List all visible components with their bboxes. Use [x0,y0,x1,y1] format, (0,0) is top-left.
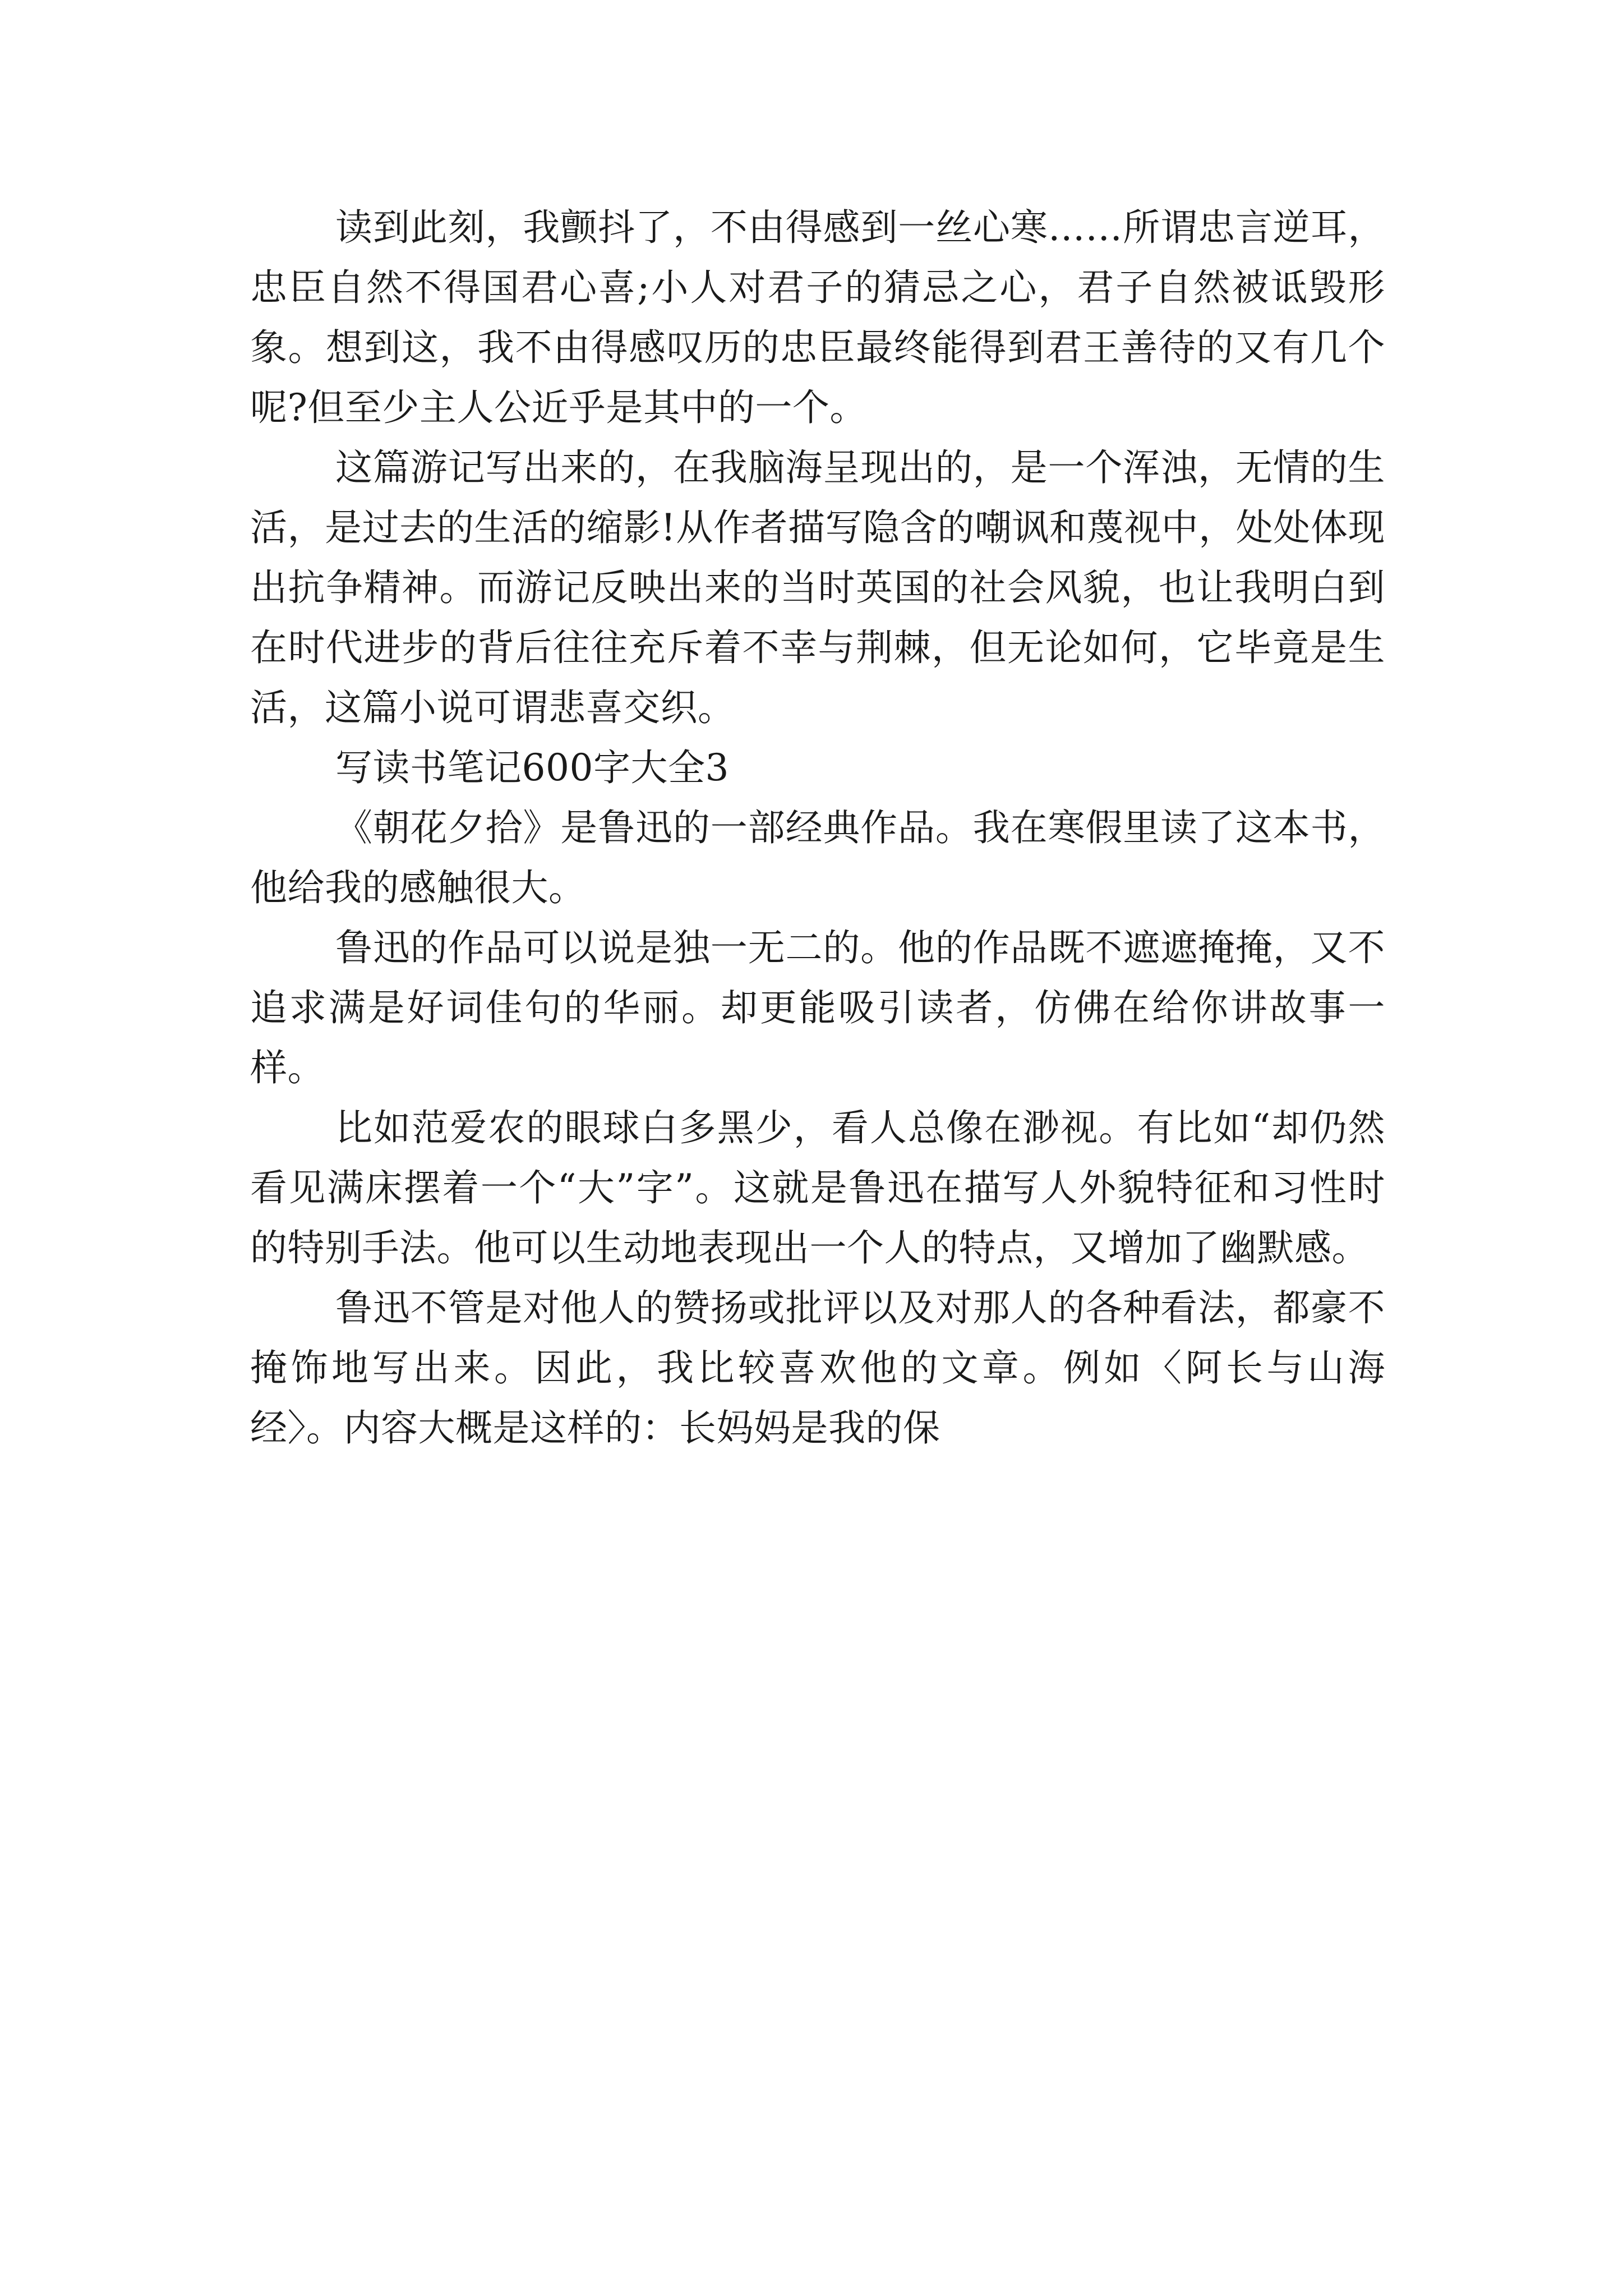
document-body [250,197,1385,1458]
paragraph-book-intro: 《朝花夕拾》是鲁迅的一部经典作品。我在寒假里读了这本书，他给我的感触很大。 [250,806,1385,909]
paragraph-reading-shiver: 读到此刻，我颤抖了，不由得感到一丝心寒……所谓忠言逆耳，忠臣自然不得国君心喜;小人对君子的猜忌之心，君子自然被诋毁形象。想到这，我不由得感叹历的忠臣最终能得到君王善待的又有几个呢?但至少主人公近乎是其中的一个。 [250,206,1385,429]
paragraph-example-description: 比如范爱农的眼球白多黑少，看人总像在渺视。有比如“却仍然看见满床摆着一个“大”字”。这就是鲁迅在描写人外貌特征和习性时的特别手法。他可以生动地表现出一个人的特点，又增加了幽默感。 [250,1106,1385,1269]
section-heading: 写读书笔记600字大全3 [335,746,729,789]
paragraph-frank-opinions: 鲁迅不管是对他人的赞扬或批评以及对那人的各种看法，都豪不掩饰地写出来。因此，我比较喜欢他的文章。例如〈阿长与山海经〉。内容大概是这样的：长妈妈是我的保 [250,1286,1385,1450]
paragraph-unique-style: 鲁迅的作品可以说是独一无二的。他的作品既不遮遮掩掩，又不追求满是好词佳句的华丽。却更能吸引读者，仿佛在给你讲故事一样。 [250,926,1385,1089]
paragraph-travelogue-reflection: 这篇游记写出来的，在我脑海呈现出的，是一个浑浊，无情的生活，是过去的生活的缩影!从作者描写隐含的嘲讽和蔑视中，处处体现出抗争精神。而游记反映出来的当时英国的社会风貌，也让我明白到在时代进步的背后往往充斥着不幸与荆棘，但无论如何，它毕竟是生活，这篇小说可谓悲喜交织。 [250,446,1385,729]
